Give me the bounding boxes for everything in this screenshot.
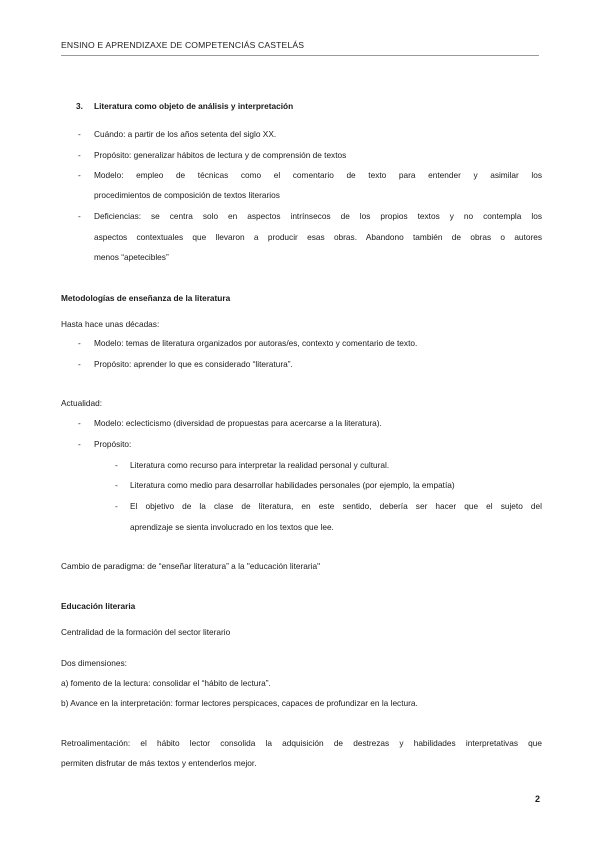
sub-item-recurso: Literatura como recurso para interpretar la realidad personal y cultural. <box>130 460 390 470</box>
past-intro: Hasta hace unas décadas: <box>61 319 160 329</box>
section-number: 3. <box>76 101 83 111</box>
paradigm-shift: Cambio de paradigma: de “enseñar literatura” a la "educación literaria" <box>61 561 321 571</box>
list-item-modelo-line1: Modelo: empleo de técnicas como el comentario de texto para entender y asimilar los <box>94 170 542 180</box>
feedback-line1: Retroalimentación: el hábito lector consolida la adquisición de destrezas y habilidades interpretativas que <box>61 738 542 748</box>
methodologies-heading: Metodologías de enseñanza de la literatura <box>61 293 231 303</box>
sub-item-medio: Literatura como medio para desarrollar habilidades personales (por ejemplo, la empatía) <box>130 480 455 490</box>
bullet-dash: - <box>78 359 81 369</box>
list-item-modelo-line2: procedimientos de composición de textos literarios <box>94 190 280 200</box>
bullet-dash: - <box>78 439 81 449</box>
literary-education-heading: Educación literaria <box>61 601 136 611</box>
bullet-dash: - <box>78 338 81 348</box>
list-item-deficiencias-line3: menos “apetecibles” <box>94 252 169 262</box>
centrality-line: Centralidad de la formación del sector literario <box>61 627 231 637</box>
sub-item-objetivo-line2: aprendizaje se sienta involucrado en los textos que lee. <box>130 522 334 532</box>
dimensions-intro: Dos dimensiones: <box>61 658 127 668</box>
bullet-dash: - <box>78 211 81 221</box>
list-item-deficiencias-line1: Deficiencias: se centra solo en aspectos intrínsecos de los propios textos y no contempla los <box>94 211 542 221</box>
list-item-deficiencias-line2: aspectos contextuales que llevaron a producir esas obras. Abandono también de obras o autores <box>94 232 542 242</box>
bullet-dash: - <box>78 418 81 428</box>
sub-bullet-dash: - <box>115 460 118 470</box>
list-item-proposito: Propósito: generalizar hábitos de lectura y de comprensión de textos <box>94 150 347 160</box>
sub-item-objetivo-line1: El objetivo de la clase de literatura, en este sentido, debería ser hacer que el sujeto del <box>130 501 542 511</box>
sub-bullet-dash: - <box>115 480 118 490</box>
dimension-a: a) fomento de la lectura: consolidar el “hábito de lectura”. <box>61 678 271 688</box>
past-item-modelo: Modelo: temas de literatura organizados por autoras/es, contexto y comentario de texto. <box>94 338 418 348</box>
running-header: ENSINO E APRENDIZAXE DE COMPETENCIÁS CASTELÁS <box>61 40 305 50</box>
list-item-cuando: Cuándo: a partir de los años setenta del siglo XX. <box>94 129 277 139</box>
bullet-dash: - <box>78 170 81 180</box>
current-item-proposito: Propósito: <box>94 439 132 449</box>
dimension-b: b) Avance en la interpretación: formar lectores perspicaces, capaces de profundizar en la lectura. <box>61 698 418 708</box>
sub-bullet-dash: - <box>115 501 118 511</box>
page-number: 2 <box>535 794 541 804</box>
header-rule <box>61 55 539 56</box>
current-intro: Actualidad: <box>61 398 103 408</box>
current-item-modelo: Modelo: eclecticismo (diversidad de propuestas para acercarse a la literatura). <box>94 418 382 428</box>
feedback-line2: permiten disfrutar de más textos y entenderlos mejor. <box>61 758 257 768</box>
bullet-dash: - <box>78 129 81 139</box>
bullet-dash: - <box>78 150 81 160</box>
past-item-proposito: Propósito: aprender lo que es considerado “literatura”. <box>94 359 293 369</box>
section-title: Literatura como objeto de análisis y interpretación <box>94 101 294 111</box>
